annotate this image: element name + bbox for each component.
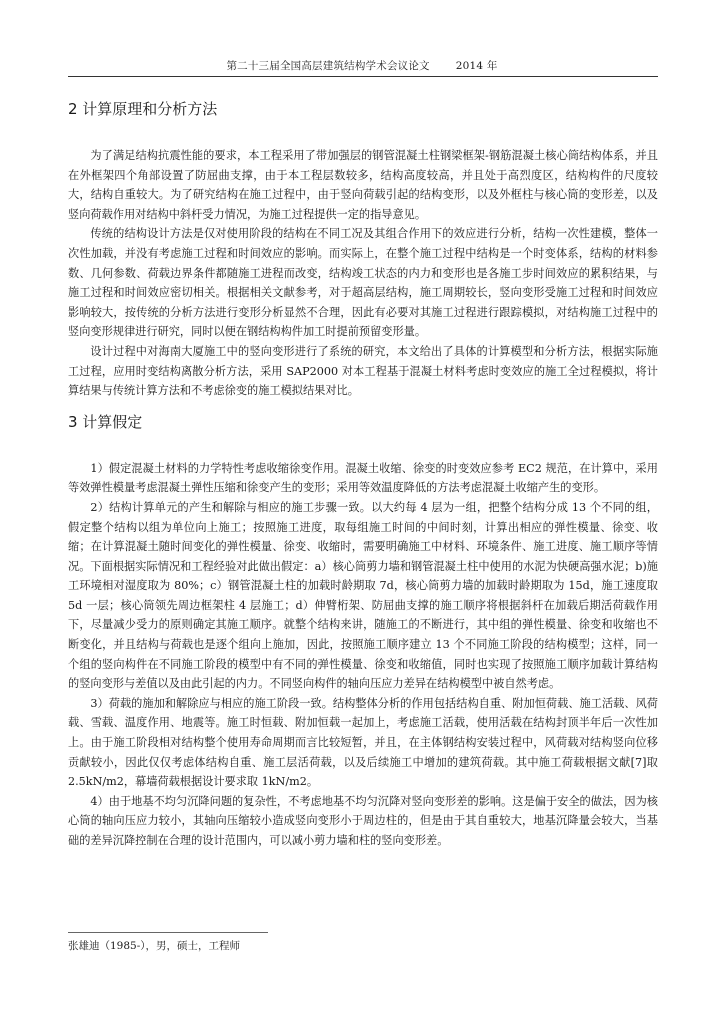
section-calculation-principle — [68, 98, 658, 401]
running-header — [0, 58, 724, 73]
body-content — [68, 98, 658, 851]
paragraph: 1）假定混凝土材料的力学特性考虑收缩徐变作用。混凝土收缩、徐变的时变效应参考 EC2 规范，在计算中，采用等效弹性模量考虑混凝土弹性压缩和徐变产生的变形；采用等效温度降低的方法考虑混凝土收缩产生的变形。 — [68, 461, 658, 495]
paragraph: 2）结构计算单元的产生和解除与相应的施工步骤一致。以大约每 4 层为一组，把整个结构分成 13 个不同的组，假定整个结构以组为单位向上施工；按照施工进度，取每组施工时间的中间时刻，计算出相应的弹性模量、徐变、收缩；在计算混凝土随时间变化的弹性模量、徐变、收缩时，需要明确施工中材料、环境条件、施工进度、施工顺序等情况。下面根据实际情况和工程经验对此做出假定：a）核心筒剪力墙和钢管混凝土柱中使用的水泥为快硬高强水泥；b)施工环境相对湿度取为 80%；c）钢管混凝土柱的加载时龄期取 7d，核心筒剪力墙的加载时龄期取为 15d，施工速度取 5d 一层；核心筒领先周边框架柱 4 层施工；d）伸臂桁架、防屈曲支撑的施工顺序将根据斜杆在加载后期活荷载作用下，尽量减少受力的原则确定其施工顺序。就整个结构来讲，随施工的不断进行，其中组的弹性模量、徐变和收缩也不断变化，并且结构与荷载也是逐个组向上施加，因此，按照施工顺序建立 13 个不同施工阶段的结构模型；这样，同一个组的竖向构件在不同施工阶段的模型中有不同的弹性模量、徐变和收缩值，同时也实现了按照施工顺序加载计算结构的竖向变形与差值以及由此引起的内力。不同竖向构件的轴向压应力差异在结构模型中被自然考虑。 — [68, 500, 658, 691]
section-heading: 3 计算假定 — [68, 412, 143, 431]
header-year: 2014 年 — [455, 60, 498, 72]
paragraph: 4）由于地基不均匀沉降问题的复杂性，不考虑地基不均匀沉降对竖向变形差的影响。这是偏于安全的做法，因为核心筒的轴向压应力较小，其轴向压缩较小造成竖向变形小于周边柱的，但是由于其自重较大，地基沉降量会较大，当基础的差异沉降控制在合理的设计范围内，可以减小剪力墙和柱的竖向变形差。 — [68, 794, 658, 847]
header-divider — [68, 76, 658, 77]
section-assumptions — [68, 411, 658, 851]
paragraph: 为了满足结构抗震性能的要求，本工程采用了带加强层的钢管混凝土柱钢梁框架-钢筋混凝土核心筒结构体系，并且在外框架四个角部设置了防屈曲支撑，由于本工程层数较多，结构高度较高，并且处于高烈度区，结构构件的尺度较大，结构自重较大。为了研究结构在施工过程中，由于竖向荷载引起的结构变形，以及外框柱与核心筒的变形差，以及竖向荷载作用对结构中斜杆受力情况，为施工过程提供一定的指导意见。 — [68, 149, 658, 221]
footnote-divider — [68, 932, 268, 933]
section-heading: 2 计算原理和分析方法 — [68, 100, 218, 118]
paragraph: 3）荷载的施加和解除应与相应的施工阶段一致。结构整体分析的作用包括结构自重、附加恒荷载、施工活载、风荷载、雪载、温度作用、地震等。施工时恒载、附加恒载一起加上，考虑施工活载，使用活载在结构封顶半年后一次性加上。由于施工阶段相对结构整个使用寿命周期而言比较短暂，并且，在主体钢结构安装过程中，风荷载对结构竖向位移贡献较小，因此仅仅考虑体结构自重、施工层活荷载，以及后续施工中增加的建筑荷载。其中施工荷载根据文献[7]取 2.5kN/m2，幕墙荷载根据设计要求取 1kN/m2。 — [68, 696, 658, 789]
paragraph: 传统的结构设计方法是仅对使用阶段的结构在不同工况及其组合作用下的效应进行分析，结构一次性建模，整体一次性加载，并没有考虑施工过程和时间效应的影响。而实际上，在整个施工过程中结构是一个时变体系，结构的材料参数、几何参数、荷载边界条件都随施工进程而改变，结构竣工状态的内力和变形也是各施工步时间效应的累积结果，与施工过程和时间效应密切相关。根据相关文献参考，对于超高层结构，施工周期较长，竖向变形受施工过程和时间效应影响较大，按传统的分析方法进行变形分析显然不合理，因此有必要对其施工过程进行跟踪模拟，对结构施工过程中的竖向变形规律进行研究，同时以便在钢结构构件加工时提前预留变形量。 — [68, 227, 658, 339]
author-footnote: 张雄迪（1985-），男，硕士，工程师 — [68, 940, 241, 952]
conference-title: 第二十三届全国高层建筑结构学术会议论文 — [226, 60, 430, 72]
paragraph: 设计过程中对海南大厦施工中的竖向变形进行了系统的研究，本文给出了具体的计算模型和分析方法，根据实际施工过程，应用时变结构离散分析方法，采用 SAP2000 对本工程基于混凝土材料考虑时变效应的施工全过程模拟，将计算结果与传统计算方法和不考虑徐变的施工模拟结果对比。 — [68, 344, 658, 398]
